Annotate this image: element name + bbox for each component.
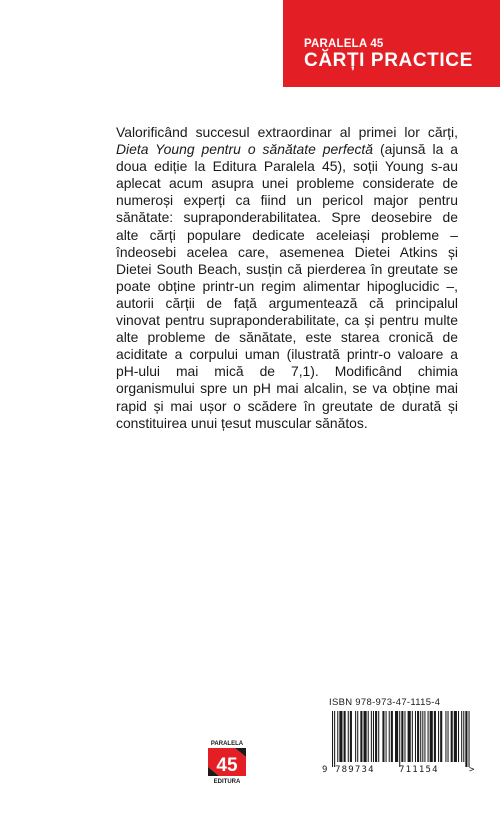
barcode-bar (404, 711, 405, 762)
barcode-bar (332, 711, 333, 767)
logo-number: 45 (216, 755, 238, 776)
barcode-bar (469, 711, 470, 767)
barcode-bar (399, 711, 400, 767)
barcode-bar (368, 711, 369, 762)
series-banner (283, 0, 500, 87)
logo-top-text: PARALELA (210, 741, 244, 747)
isbn-number: ISBN 978-973-47-1115-4 (329, 697, 441, 708)
barcode-bar (391, 711, 393, 762)
barcode-bar (334, 711, 335, 767)
barcode-bar (417, 711, 419, 762)
barcode-first-digit: 9 (322, 765, 328, 773)
barcode-bar (448, 711, 449, 762)
barcode-bar (420, 711, 421, 762)
blurb-book-title: Dieta Young pentru o sănătate perfectă (116, 141, 373, 158)
barcode-bar (339, 711, 342, 762)
barcode-bar (364, 711, 367, 762)
barcode-bar (428, 711, 429, 762)
barcode-bar (355, 711, 356, 762)
series-publisher-label: PARALELA 45 (304, 38, 384, 50)
publisher-logo-icon (205, 738, 249, 784)
blurb-text-body: (ajunsă la a doua ediție la Editura Paralela 45), soții Young s-au aplecat acum asupra unei probleme considerate de numeroși experți ca fiind un pericol major pentru sănătate: supraponderabilitatea. Spre deosebire de alte cărți populare dedicate aceleiași probleme – îndeosebi acelea care, asemenea Dietei Atkins și Dietei South Beach, susțin că pierderea în greutate se poate obține printr-un regim alimentar hipoglucidic –, autorii cărții de față argumentează că principalul vinovat pentru supraponderabilitate, ca și pentru multe alte probleme de sănătate, este starea cronică de aciditate a corpului uman (ilustrată printr-o valoare a pH-ului mai mică de 7,1). Modificând chimia organismului spre un pH mai alcalin, se va obține mai rapid și mai ușor o scădere în greutate de durată și constituirea unui țesut muscular sănătos. (116, 141, 458, 431)
barcode-bar (344, 711, 346, 762)
barcode-group-left: 789734 (335, 765, 375, 773)
barcode-bar (378, 711, 379, 762)
barcode-icon (321, 711, 477, 773)
barcode-bar (422, 711, 423, 762)
barcode-bar (438, 711, 439, 762)
barcode-bar (461, 711, 462, 762)
barcode-bar (371, 711, 372, 762)
barcode-bar (434, 711, 436, 762)
barcode-bar (458, 711, 459, 762)
barcode-bar (408, 711, 411, 762)
barcode-bar (373, 711, 374, 762)
barcode-bar (445, 711, 446, 762)
barcode-bar (463, 711, 464, 762)
barcode-bar (415, 711, 416, 762)
barcode-bar (357, 711, 358, 762)
back-cover-blurb (116, 124, 458, 432)
barcode-bar (360, 711, 362, 762)
svg-text:>: > (469, 765, 475, 773)
barcode-bar (451, 711, 453, 762)
barcode-bar (350, 711, 352, 762)
blurb-text-intro: Valorificând succesul extraordinar al primei lor cărți, (116, 124, 458, 140)
barcode-bar (412, 711, 413, 762)
barcode-bar (382, 711, 384, 762)
logo-bottom-text: EDITURA (213, 779, 241, 784)
barcode-bar (389, 711, 390, 762)
barcode-bar (348, 711, 349, 762)
barcode-bars (332, 711, 470, 767)
barcode-bar (386, 711, 387, 762)
barcode-bar (454, 711, 457, 762)
barcode-bar (375, 711, 377, 762)
barcode-group-right: 711154 (399, 765, 439, 773)
barcode-bar (430, 711, 433, 762)
series-collection-title: CĂRȚI PRACTICE (304, 50, 473, 71)
barcode-bar (337, 711, 338, 762)
barcode-bar (395, 711, 398, 762)
barcode-bar (465, 711, 467, 767)
barcode-bar (440, 711, 442, 762)
barcode-bar (401, 711, 403, 762)
barcode-bar (424, 711, 425, 762)
